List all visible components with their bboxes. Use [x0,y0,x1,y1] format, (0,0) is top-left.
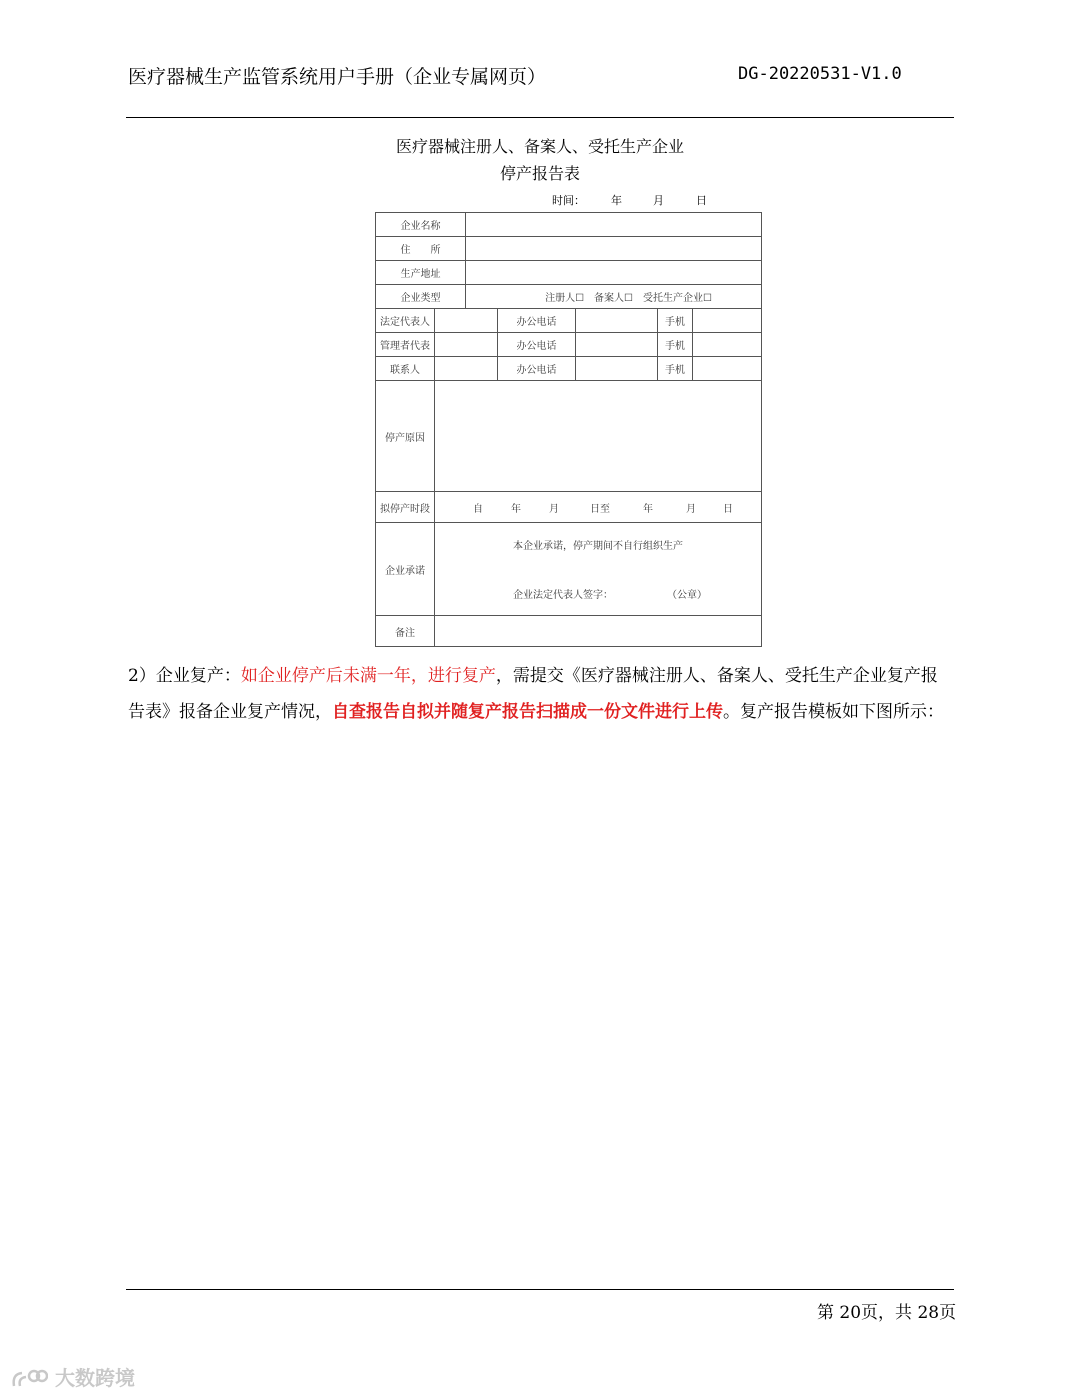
legal-rep-label: 法定代表人 [376,309,435,333]
header-title: 医疗器械生产监管系统用户手册（企业专属网页） [128,66,547,88]
row-commitment [376,523,762,616]
row-contact [376,357,762,381]
period-year-2: 年 [643,504,653,515]
row-production-address [376,261,762,285]
form-date-month: 月 [653,194,664,207]
mobile-value [693,309,762,333]
mobile-label: 手机 [658,357,693,381]
manager-rep-value [435,333,498,357]
form-title-line2: 停产报告表 [499,164,580,183]
planned-period-value [435,492,762,523]
office-phone-value [576,309,658,333]
residence-value [466,237,762,261]
row-stop-reason [376,381,762,492]
company-name-label: 企业名称 [376,213,466,237]
period-month-2: 月 [686,504,696,515]
form-date-year: 年 [611,194,622,207]
para-text-c: 。复产报告模板如下图所示： [723,702,944,722]
remarks-value [435,616,762,647]
production-address-label: 生产地址 [376,261,466,285]
row-legal-rep [376,309,762,333]
office-phone-value [576,333,658,357]
row-planned-period [376,492,762,523]
residence-label: 住 所 [376,237,466,261]
footer-page-info: 第 20页，共 28页 [817,1303,957,1323]
para-red-bold-text: 自查报告自拟并随复产报告扫描成一份文件进行上传 [332,702,723,722]
company-type-options: 注册人☐ 备案人☐ 受托生产企业☐ [466,285,762,309]
period-year-1: 年 [511,504,521,515]
period-from: 自 [473,504,483,515]
seal-label: （公章） [667,590,707,601]
form-date-label: 时间： [552,194,585,207]
header-doc-code: DG-20220531-V1.0 [738,64,902,84]
watermark-text: 大数跨境 [54,1366,135,1390]
period-to: 日至 [590,504,610,515]
period-day-2: 日 [723,504,733,515]
row-manager-rep [376,333,762,357]
mobile-value [693,333,762,357]
header-rule [126,117,954,118]
contact-value [435,357,498,381]
mobile-label: 手机 [658,333,693,357]
stop-production-report-form [375,212,762,647]
office-phone-label: 办公电话 [498,333,576,357]
office-phone-value [576,357,658,381]
signature-label: 企业法定代表人签字： [513,590,613,601]
remarks-label: 备注 [376,616,435,647]
para-red-text: 如企业停产后未满一年，进行复产 [240,666,496,686]
commitment-label: 企业承诺 [376,523,435,616]
stop-reason-label: 停产原因 [376,381,435,492]
form-title-line1: 医疗器械注册人、备案人、受托生产企业 [395,137,684,156]
form-date-day: 日 [696,194,707,207]
para-text-b: ，需提交《医疗器械注册人、备案人、受托生产企业复产报告表》报备企业复产情况， [128,666,938,722]
watermark-logo [8,1362,135,1392]
paragraph-resume-production [128,658,954,730]
period-month-1: 月 [549,504,559,515]
stop-reason-value [435,381,762,492]
office-phone-label: 办公电话 [498,309,576,333]
watermark-icon [8,1368,48,1392]
office-phone-label: 办公电话 [498,357,576,381]
commitment-text: 本企业承诺，停产期间不自行组织生产 [513,541,683,552]
company-name-value [466,213,762,237]
planned-period-label: 拟停产时段 [376,492,435,523]
row-company-type [376,285,762,309]
manager-rep-label: 管理者代表 [376,333,435,357]
row-remarks [376,616,762,647]
mobile-value [693,357,762,381]
contact-label: 联系人 [376,357,435,381]
footer-rule [126,1289,954,1290]
legal-rep-value [435,309,498,333]
mobile-label: 手机 [658,309,693,333]
row-residence [376,237,762,261]
company-type-label: 企业类型 [376,285,466,309]
commitment-value [435,523,762,616]
para-text-a: 2）企业复产： [128,666,241,686]
row-company-name [376,213,762,237]
production-address-value [466,261,762,285]
